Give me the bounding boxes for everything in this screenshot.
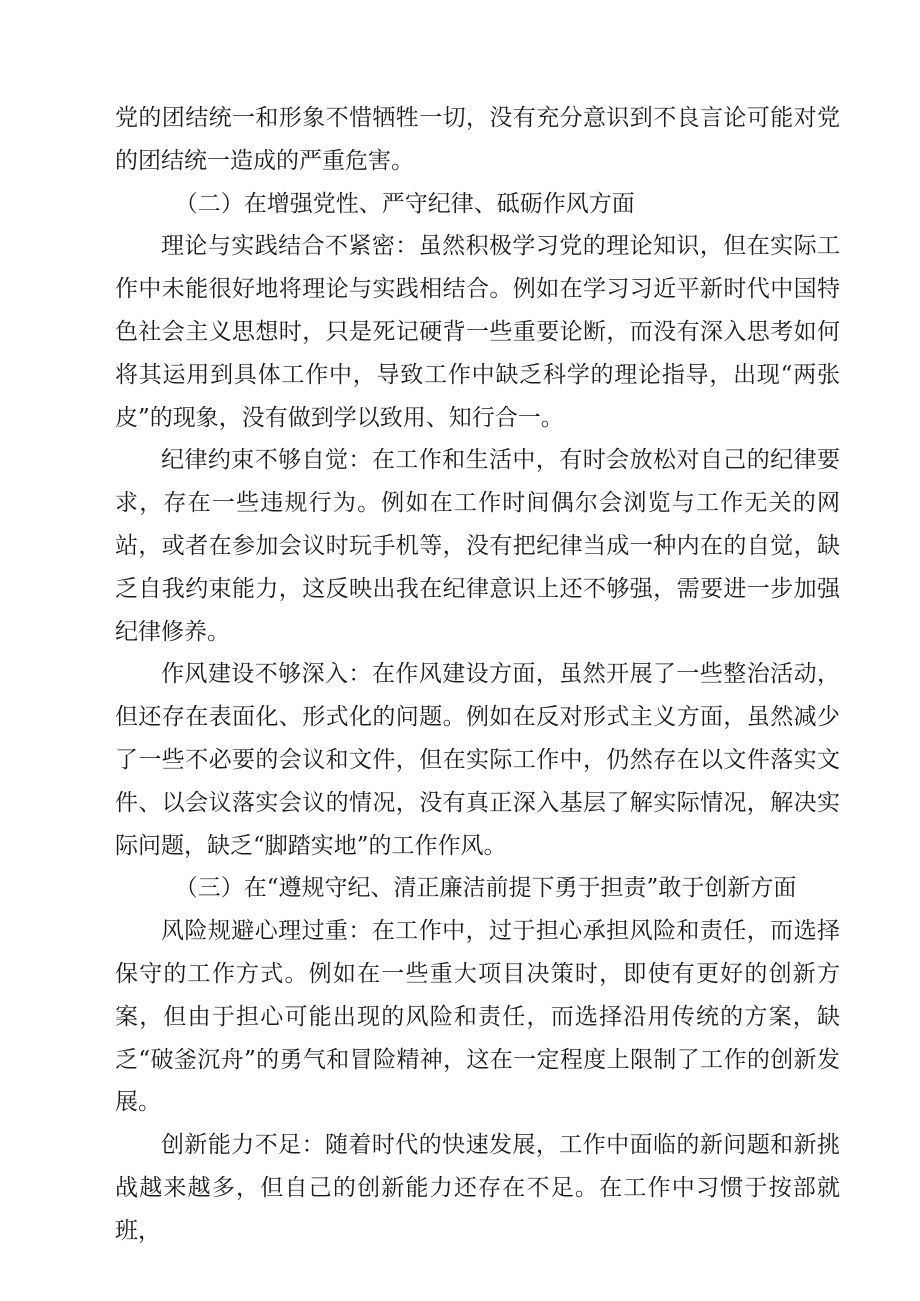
section-heading-3: （三）在“遵规守纪、清正廉洁前提下勇于担责”敢于创新方面 <box>174 875 797 902</box>
document-body <box>115 97 840 1253</box>
paragraph-work-style: 作风建设不够深入：在作风建设方面，虽然开展了一些整治活动，但还存在表面化、形式化的问题。例如在反对形式主义方面，虽然减少了一些不必要的会议和文件，但在实际工作中，仍然存在以文件落实文件、以会议落实会议的情况，没有真正深入基层了解实际情况，解决实际问题，缺乏“脚踏实地”的工作作风。 <box>115 661 840 859</box>
paragraph-discipline: 纪律约束不够自觉：在工作和生活中，有时会放松对自己的纪律要求，存在一些违规行为。例如在工作时间偶尔会浏览与工作无关的网站，或者在参加会议时玩手机等，没有把纪律当成一种内在的自觉，缺乏自我约束能力，这反映出我在纪律意识上还不够强，需要进一步加强纪律修养。 <box>115 447 840 645</box>
paragraph-risk-avoidance: 风险规避心理过重：在工作中，过于担心承担风险和责任，而选择保守的工作方式。例如在一些重大项目决策时，即使有更好的创新方案，但由于担心可能出现的风险和责任，而选择沿用传统的方案，缺乏“破釜沉舟”的勇气和冒险精神，这在一定程度上限制了工作的创新发展。 <box>115 918 840 1116</box>
paragraph-theory-practice: 理论与实践结合不紧密：虽然积极学习党的理论知识，但在实际工作中未能很好地将理论与实践相结合。例如在学习习近平新时代中国特色社会主义思想时，只是死记硬背一些重要论断，而没有深入思考如何将其运用到具体工作中，导致工作中缺乏科学的理论指导，出现“两张皮”的现象，没有做到学以致用、知行合一。 <box>115 233 840 431</box>
section-heading-2: （二）在增强党性、严守纪律、砥砺作风方面 <box>174 190 635 217</box>
continuation-paragraph: 党的团结统一和形象不惜牺牲一切，没有充分意识到不良言论可能对党的团结统一造成的严重危害。 <box>115 105 840 174</box>
paragraph-innovation: 创新能力不足：随着时代的快速发展，工作中面临的新问题和新挑战越来越多，但自己的创新能力还存在不足。在工作中习惯于按部就班， <box>115 1132 840 1244</box>
